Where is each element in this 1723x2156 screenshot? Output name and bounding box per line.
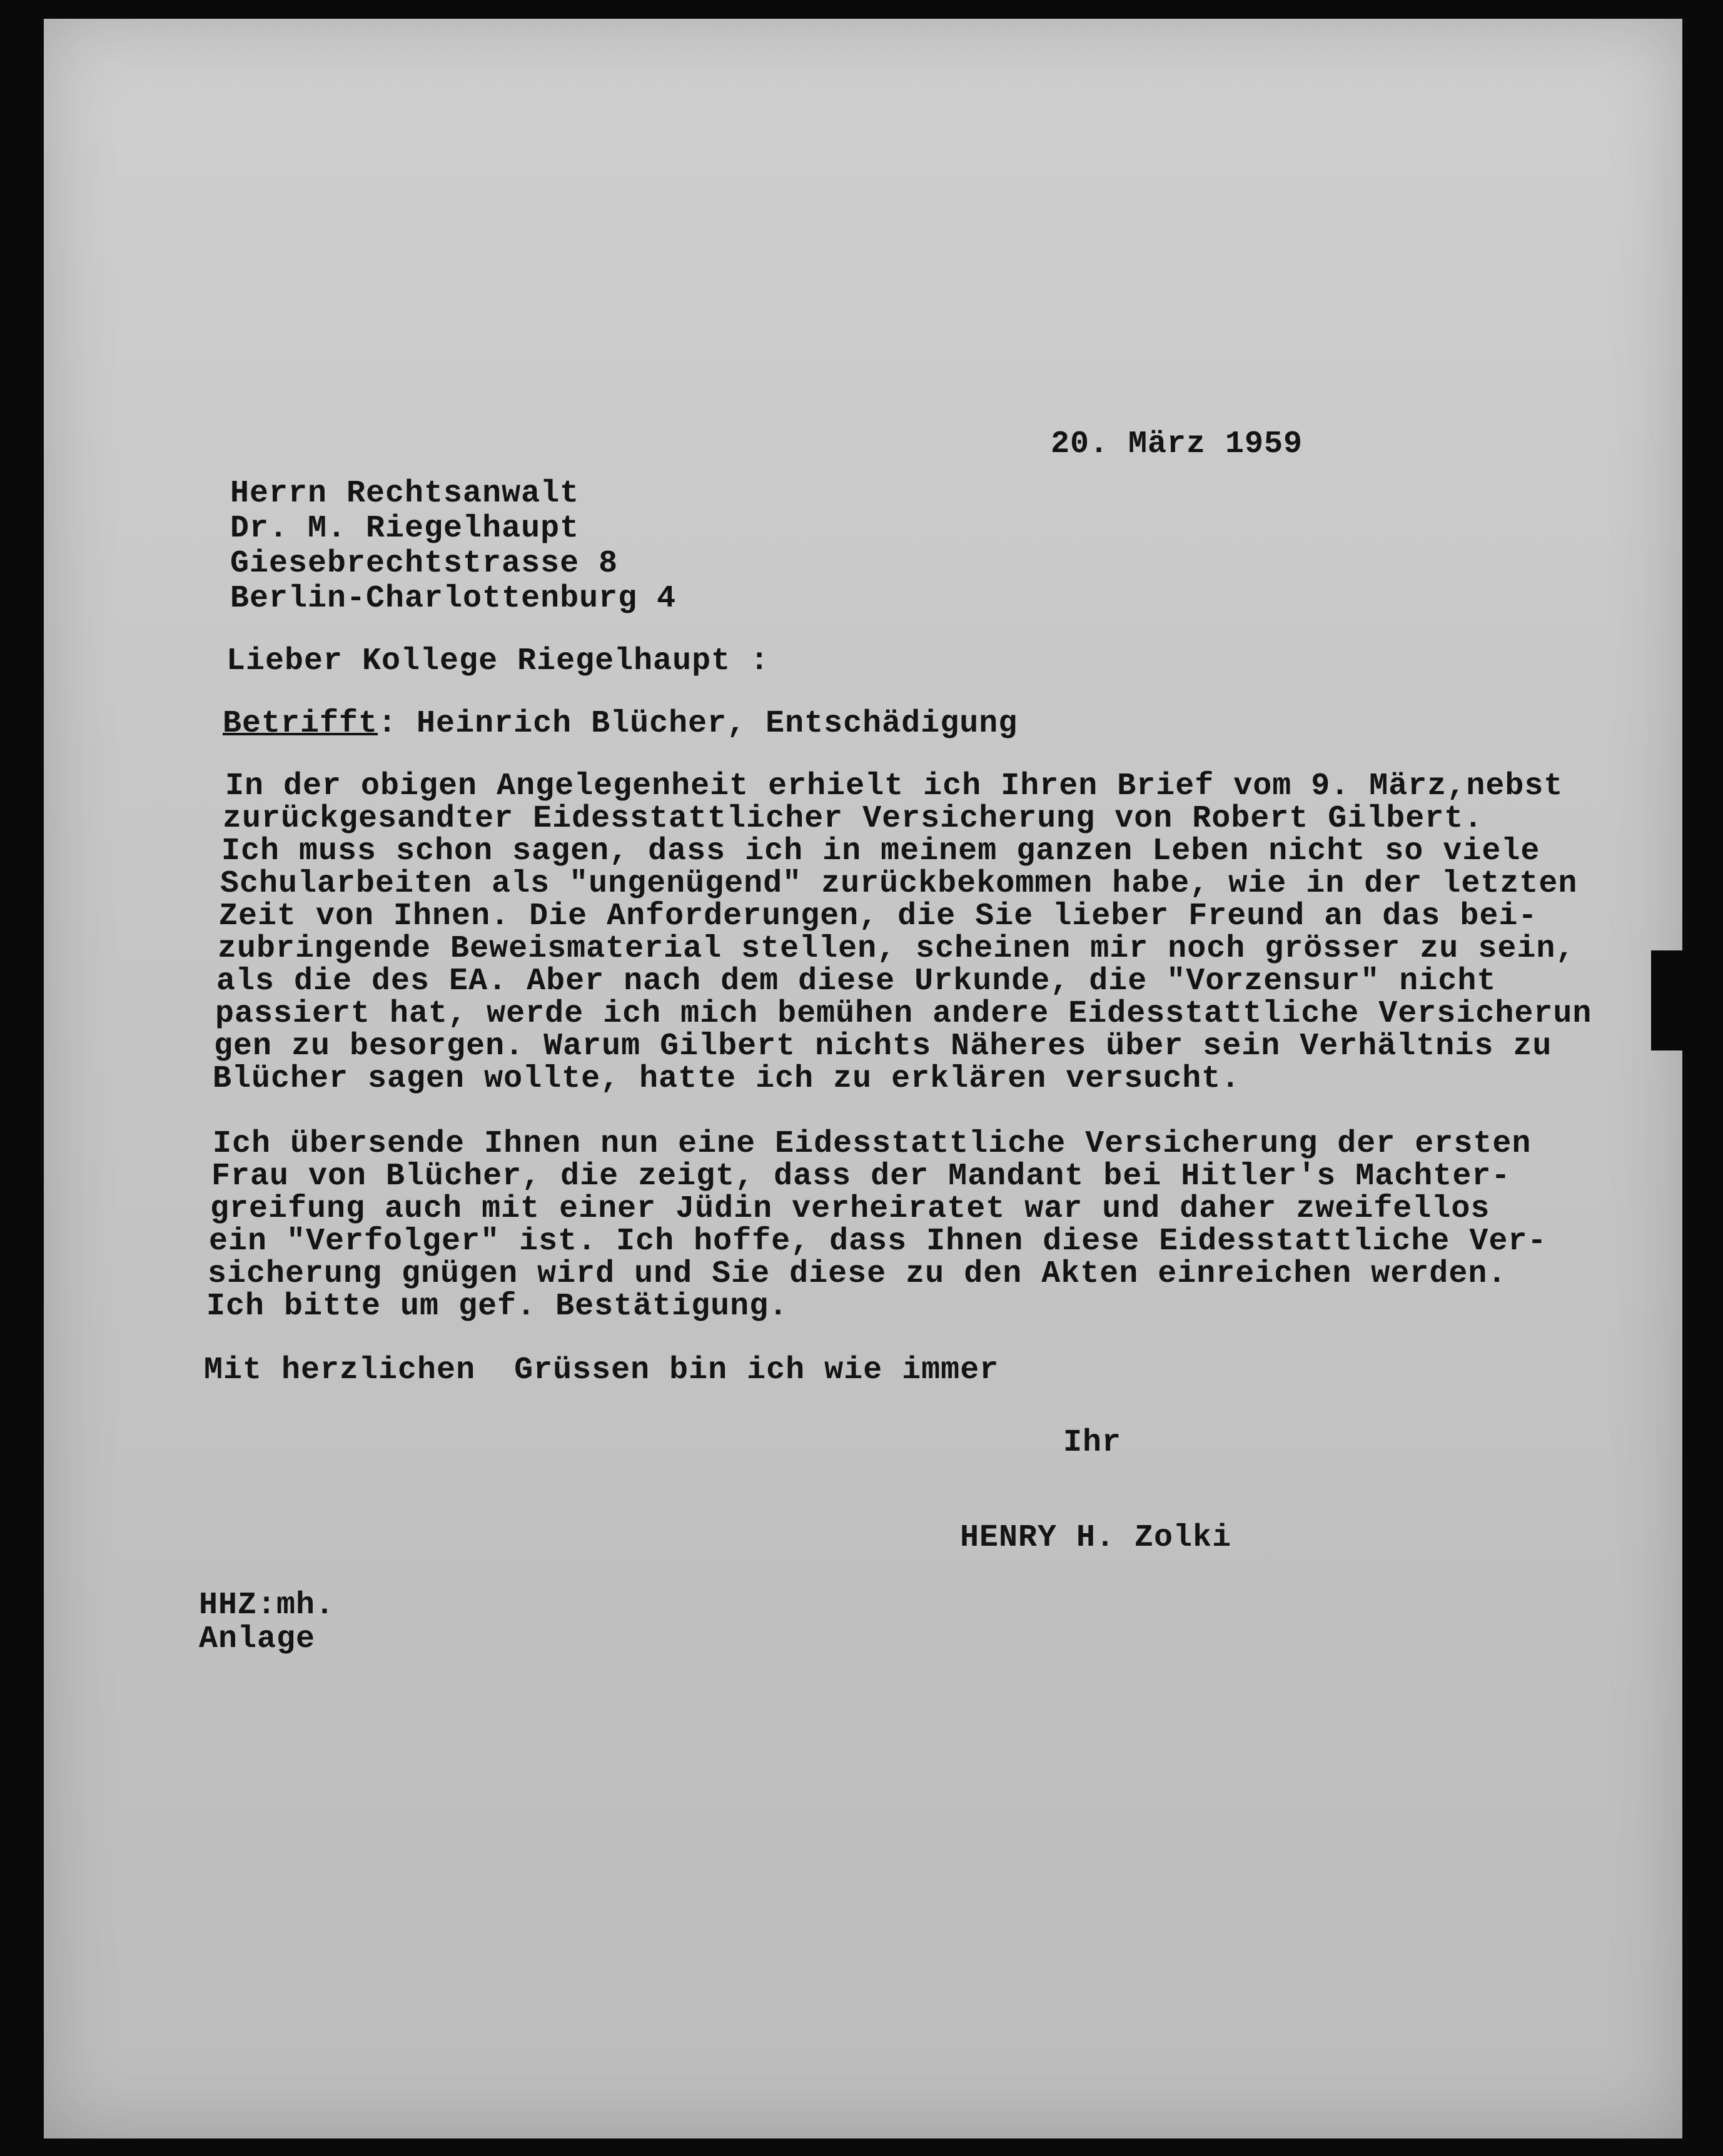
- body-line: Frau von Blücher, die zeigt, dass der Mandant bei Hitler's Machter-: [211, 1159, 1511, 1194]
- closing-word: Ihr: [1063, 1425, 1122, 1461]
- recipient-line: Herrn Rechtsanwalt: [230, 476, 580, 511]
- reference-initials: HHZ:mh.: [199, 1588, 335, 1623]
- body-line: Blücher sagen wollte, hatte ich zu erklären versucht.: [213, 1061, 1241, 1097]
- body-line: Ich bitte um gef. Bestätigung.: [206, 1289, 789, 1324]
- subject-label: Betrifft: [223, 706, 378, 742]
- salutation: Lieber Kollege Riegelhaupt :: [226, 643, 770, 679]
- body-line: gen zu besorgen. Warum Gilbert nichts Näheres über sein Verhältnis zu: [214, 1029, 1552, 1064]
- body-line: In der obigen Angelegenheit erhielt ich Ihren Brief vom 9. März,nebst: [225, 768, 1564, 804]
- body-line: als die des EA. Aber nach dem diese Urkunde, die "Vorzensur" nicht: [216, 964, 1497, 999]
- recipient-line: Giesebrechtstrasse 8: [230, 546, 619, 582]
- body-line: passiert hat, werde ich mich bemühen andere Eidesstattliche Versicherun: [215, 996, 1592, 1032]
- body-line: Schularbeiten als "ungenügend" zurückbekommen habe, wie in der letzten: [220, 866, 1578, 902]
- body-line: Ich übersende Ihnen nun eine Eidesstattliche Versicherung der ersten: [213, 1126, 1532, 1162]
- body-line: zubringende Beweismaterial stellen, scheinen mir noch grösser zu sein,: [218, 931, 1575, 967]
- recipient-line: Dr. M. Riegelhaupt: [230, 511, 580, 547]
- page-edge-tear: [1651, 950, 1689, 1050]
- body-line: sicherung gnügen wird und Sie diese zu den Akten einreichen werden.: [208, 1256, 1507, 1292]
- letter-date: 20. März 1959: [1051, 426, 1303, 462]
- body-line: Ich muss schon sagen, dass ich in meinem ganzen Leben nicht so viele: [221, 834, 1540, 869]
- closing: Mit herzlichen Grüssen bin ich wie immer: [204, 1353, 999, 1388]
- subject-text: : Heinrich Blücher, Entschädigung: [378, 706, 1018, 742]
- body-line: Zeit von Ihnen. Die Anforderungen, die Sie lieber Freund an das bei-: [219, 899, 1538, 934]
- signature: HENRY H. Zolki: [960, 1520, 1232, 1556]
- enclosure-note: Anlage: [199, 1621, 316, 1657]
- recipient-line: Berlin-Charlottenburg 4: [230, 581, 677, 617]
- body-line: zurückgesandter Eidesstattlicher Versicherung von Robert Gilbert.: [223, 801, 1483, 837]
- subject-line: [223, 707, 1018, 742]
- body-line: greifung auch mit einer Jüdin verheiratet war und daher zweifellos: [210, 1191, 1490, 1227]
- body-line: ein "Verfolger" ist. Ich hoffe, dass Ihnen diese Eidesstattliche Ver-: [209, 1224, 1547, 1259]
